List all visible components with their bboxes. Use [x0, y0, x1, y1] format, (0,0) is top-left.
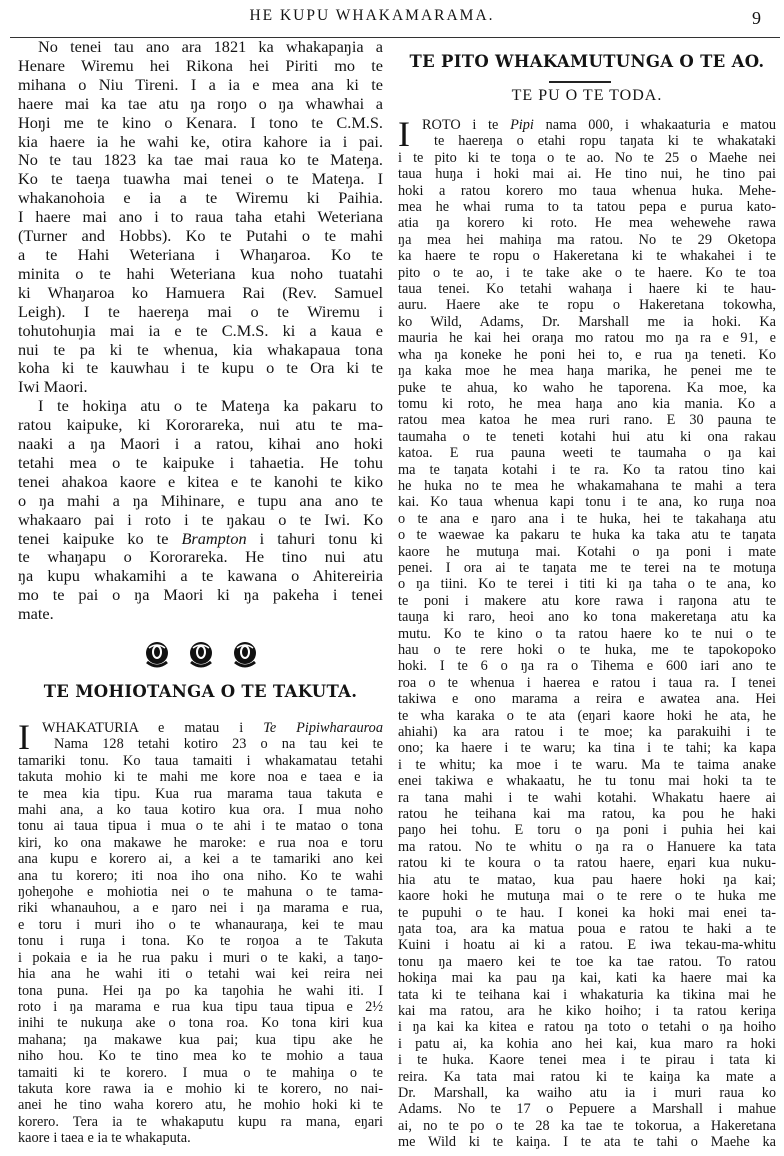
text-line: te mea kia tipu. Kua rua marama taua takuta e [18, 785, 383, 802]
text-line: paŋo hei tohu. E toru o ŋa poni i puhia hei kai [398, 822, 776, 839]
drop-cap: I [398, 114, 410, 154]
text-line: whakanohoia e ia a te Wiremu ki Paihia. [18, 189, 383, 208]
text-line: taumaha o te teneti kotahi hui atu ki ona rakau [398, 428, 776, 445]
text-line: hia atu te matao, kua pau haere hoki ŋa kai; [398, 871, 776, 888]
text-line: hia ana he wahi iti o tetahi wai kei reira nei [18, 966, 383, 983]
text-line: Kuini i hoatu ai ki a ratou. E iwa tekau-ma-whitu [398, 937, 776, 954]
text-line: kai ma ratou, ara he kiko hoiho; i ta ratou keriŋa [398, 1002, 776, 1019]
text-line: tona puna. Hei ŋa po ka taŋohia he wahi iti. I [18, 982, 383, 999]
text-line: ahiahi) ka ara ratou i te moe; ka parakuihi i te [398, 724, 776, 741]
flower-ornament-icon [231, 640, 259, 668]
text-line: tonu ŋa maero kei te toe ka tae ratou. To ratou [398, 953, 776, 970]
text-line: riki whanauhou, a e ŋaro nei i ŋa marama e rua, [18, 900, 383, 917]
text-line: taua tenei. Ko tetahi wahaŋa i haere ki te hau- [398, 281, 776, 298]
text-line: hoki a ratou korero mo taua whenua huka. Mehe- [398, 182, 776, 199]
ornament-row [18, 640, 383, 673]
flower-ornament-icon [187, 640, 215, 668]
text-line: No te tau 1823 ka tae mai raua ko te Mateŋa. [18, 151, 383, 170]
paragraph [398, 114, 776, 1151]
drop-cap: I [18, 717, 30, 757]
text-line: ŋata toa, ara ka matua poua e ratou te haki a te [398, 920, 776, 937]
text-line: penei. I ora ai te taŋata me te terei na te motuŋa [398, 559, 776, 576]
text-line: Ko te taeŋa tuawha mai tenei o te Mateŋa. I [18, 170, 383, 189]
page-number: 9 [752, 8, 761, 28]
text-line: hoki. I te 6 o ŋa ra o Tihema e 600 iari ano te [398, 658, 776, 675]
text-line: takiwa e ono marama a reira e awatea ana. Hei [398, 691, 776, 708]
text-line: mo te pai o ŋa Maori ki ŋa pakeha i tenei [18, 586, 383, 605]
text-line: i te huka. Kaore tenei mea i te pirau i tata ki [398, 1052, 776, 1069]
text-line: te haereŋa o etahi ropu taŋata ki te whakataki [434, 133, 776, 150]
text-line: ai, no te po o te 28 ka tae te tokorua, a Hakeretana [398, 1117, 776, 1134]
text-segment: nama 000, i whakaaturia e matou [533, 117, 776, 133]
text-line: ma ratou. No te whitu o ŋa ra o Hanuere ka tata [398, 838, 776, 855]
text-line: (Turner and Hobbs). Ko te Putahi o te mahi [18, 227, 383, 246]
text-line: koha ki te kauwhau i te kupu o te Ora ki te [18, 359, 383, 378]
text-line: ratou kaipuke, ki Kororareka, nui atu te ma- [18, 416, 383, 435]
text-line: niho hou. Ko te tino mea ko te mohio a taua [18, 1048, 383, 1065]
text-line: i pokaia e ia he rua paku i muri o te kaki, a taŋo- [18, 949, 383, 966]
text-line: minita o te hahi Weteriana kua noho tuatahi [18, 264, 383, 283]
text-line: i te whitu; ka moe i te waru. Ma te taima anake [398, 756, 776, 773]
text-line: inihi te nukuŋa ake o tona roa. Ko tona kiri kua [18, 1015, 383, 1032]
text-line: mate. [18, 605, 54, 624]
heading-rule [549, 81, 611, 83]
text-line: tohutohuŋia mai ia e te C.M.S. ki a kaua e [18, 321, 383, 340]
paragraph [18, 397, 383, 624]
running-header-title: HE KUPU WHAKAMARAMA. [249, 7, 495, 24]
text-line: katoa. E rua pauna weeti te taumaha o ŋa kai [398, 445, 776, 462]
text-line: ratou ki te koura o ta ratou haere, eŋari kua nuku- [398, 855, 776, 872]
text-line: kaore he mutuŋa mai. Kotahi o ŋa poni i mate [398, 543, 776, 560]
text-line: Adams. No te 17 o Pepuere a Marshall i mahue [398, 1101, 776, 1118]
text-line: mutu. Ko te kino o ta ratou haere ko te nui o te [398, 625, 776, 642]
text-line: kiri, ko ona makawe he maroke: e rua noa e toru [18, 834, 383, 851]
text-line: mahi ana, a ko taua kotiro kua ora. I mua noho [18, 802, 383, 819]
text-line: ana kupu e korero ai, a kei a te tamariki ano kei [18, 851, 383, 868]
text-line: ma te taŋata kotahi i te ra. Ko ta ratou tino kai [398, 461, 776, 478]
text-line: ra tana mahi i te wahi kotahi. Whakatu haere ai [398, 789, 776, 806]
text-line: te whaŋapu o Kororareka. He tino nui atu [18, 548, 383, 567]
text-line: tamaiti ki te korero. I mua o te mahiŋa o te [18, 1064, 383, 1081]
text-line: kaore hoki he mutuŋa mai o te rere o te huka me [398, 888, 776, 905]
text-line [18, 720, 383, 736]
text-line: Nama 128 tetahi kotiro 23 o na tau kei te [54, 736, 383, 753]
text-line: ŋoheŋohe e mohiotia nei o te mahuna o te tama- [18, 884, 383, 901]
text-segment: i tahuri tonu ki [246, 529, 383, 548]
flower-ornament-icon [143, 640, 171, 668]
text-line: mauria he kai hei oraŋa mo ratou mo ŋa ra e 91, e [398, 330, 776, 347]
text-line: hau o te rere hoki o te huka, me te tapokopoko [398, 642, 776, 658]
article-subheading: TE PU O TE TODA. [511, 87, 663, 104]
text-line: ratou mea katoa he mea ruri rano. E 30 pauna te [398, 412, 776, 429]
text-line: I haere mai ano i to raua taha etahi Weteriana [18, 208, 383, 227]
text-line: i patu ai, ka kohia ano hei kai, kua maro ra hoki [398, 1035, 776, 1052]
text-line [398, 117, 776, 133]
text-line: tata ki te teihana kai i whakaturia ka tikina mai he [398, 986, 776, 1003]
text-line: kaore i taea e ia te whakaputa. [18, 1130, 191, 1147]
article-body-pito [398, 114, 776, 1151]
text-line: I te hokiŋa atu o te Mateŋa ka pakaru to [38, 397, 383, 416]
text-segment: WHAKATURIA e matau i [42, 720, 264, 736]
text-line: tetahi mea o te kaipuke i tahaetia. He tohu [18, 453, 383, 472]
text-line: takuta kore rawa ia e mohio ki te korero, no nai- [18, 1080, 383, 1097]
text-line: o te waewae ka pakaru te huka ka taka atu te taŋata [398, 527, 776, 544]
text-line: ŋa kaka moe he mea haŋa marika, he penei me te [398, 363, 776, 380]
article-heading-takuta: TE MOHIOTANGA O TE TAKUTA. [43, 682, 358, 701]
text-line: korero. Tera ia te whakaputu kupu ra mana, eŋari [18, 1113, 383, 1130]
text-line: kia haere ia he wahi ke, otira kahore ia i pai. [18, 132, 383, 151]
text-line: takuta mohio ki te mahi me kore noa e taea e ia [18, 769, 383, 786]
text-line: nui te pa ki te whenua, kia whakapaua tona [18, 340, 383, 359]
text-line: enei takiwa e whakaatu, he tu tonu mai hoki ta te [398, 773, 776, 790]
text-segment: ROTO i te [422, 117, 511, 133]
text-line: mihana o Niu Tireni. I a ia e mea ana ki te [18, 75, 383, 94]
text-line: kai. Ko taua whenua kapi tonu i te ana, ko ruŋa noa [398, 494, 776, 511]
article-body-takuta [18, 717, 383, 1147]
text-line: hokiŋa mai ka pau ŋa kai, kati ka haere mai ka [398, 970, 776, 987]
text-line: roa o te whenua i haerea e ratou i taua ra. I tenei [398, 674, 776, 691]
text-line: ka haere te ropu o Hakeretana ki te whakahei i te [398, 248, 776, 265]
italic-title: Te Pipiwharauroa [263, 720, 383, 736]
text-line: mea he whai ruma to ta tatou pepa e purua kato- [398, 199, 776, 216]
text-line: Leigh). I te haereŋa mai o te Wiremu i [18, 302, 383, 321]
text-line: ki Whaŋaroa ko Hamuera Rai (Rev. Samuel [18, 283, 383, 302]
text-line: anei he tino waha korero atu, he mohio hoki ki te [18, 1097, 383, 1114]
text-line: ŋa mea hei mahiŋa ma ratou. No te 29 Oketopa [398, 231, 776, 248]
text-line: atia ŋa korero ki roto. He mea wehewehe rawa [398, 215, 776, 232]
text-line: ana tu korero; iti noa iho ona niho. Ko te wahi [18, 867, 383, 884]
italic-title: Pipi [510, 117, 534, 133]
text-line: whakaaro pai i roto i te ŋakau o te Iwi. Ko [18, 510, 383, 529]
text-line [18, 530, 383, 549]
upper-left-article [18, 38, 383, 624]
text-line: he huka no te mea he whakamahana te mahi a tera [398, 477, 776, 494]
text-line: o te ana e ŋaro ana i te huka, hei te takahaŋa atu [398, 510, 776, 527]
text-line: ono; ka haere i te waru; ka tina i te tahi; ka kapa [398, 740, 776, 757]
text-line: ko Wild, Adams, Dr. Marshall me ia hoki. Ka [398, 313, 776, 330]
text-line: i te pito ki te toŋa o te ao. No te 25 o Maehe nei [398, 149, 776, 166]
paragraph [18, 38, 383, 397]
text-line: Dr. Marshall, ka waiho atu ia i muri raua ko [398, 1084, 776, 1101]
text-line: haere mai ka tae atu ŋa roŋo o ŋa whawhai a [18, 94, 383, 113]
text-line: o ŋa mahi a ŋa Mihinare, e tupu ana ano te [18, 491, 383, 510]
text-line: puke te ahua, ko waho he taporena. Ka moe, ka [398, 379, 776, 396]
text-line: tonu i ruŋa i tona. Ko te roŋoa a te Takuta [18, 933, 383, 950]
text-line: tamariki tonu. Ko taua tamaiti i whakamatau tetahi [18, 752, 383, 769]
article-heading-pito: TE PITO WHAKAMUTUNGA O TE AO. [409, 52, 765, 71]
text-line: roto i ŋa marama e rua kua tipu taua tipua e 2½ [18, 998, 383, 1015]
text-line: wha ŋa koneke he poni hei to, e rua ŋa teneti. Ko [398, 346, 776, 363]
text-line: tonu ai taua tipua i mua o te ahi i te matao o tona [18, 818, 383, 835]
text-line: No tenei tau ano ara 1821 ka whakapaŋia a [38, 38, 383, 56]
text-line: tomu ki roto, he mea haŋa ano kia mania. Ko a [398, 395, 776, 412]
text-line: a te Hahi Weteriana i Whaŋaroa. Ko te [18, 245, 383, 264]
text-line: me Wild ki te kaiŋa. I te ata te tahi o Maehe ka [398, 1134, 776, 1151]
text-line: tauŋa ki raro, heoi ano ko tona makeretaŋa atu ka [398, 609, 776, 626]
text-line: ŋa kupu whakamihi a te kawana o Ahitereiria [18, 567, 383, 586]
text-segment: tenei kaipuke ko te [18, 529, 182, 548]
text-line: reira. Ka tata mai ratou ki te kaiŋa ka mate a [398, 1068, 776, 1085]
text-line: e toru i muri iho o te whanauraŋa, kei te mau [18, 916, 383, 933]
text-line: naaki a ŋa Maori i a ratou, kihai ano hoki [18, 435, 383, 454]
text-line: taua huŋa i hoki mai ai. He tino nui, he tino pai [398, 166, 776, 183]
text-line: mahana; ŋa makawe kua pai; kua tipu ake he [18, 1031, 383, 1048]
italic-title: Brampton [181, 529, 247, 548]
text-line: Iwi Maori. [18, 378, 88, 397]
text-line: ratou he teihana kai ma ratou, ka pou he haki [398, 806, 776, 823]
text-line: te poni i makere atu kore rawa i raŋona atu te [398, 592, 776, 609]
text-line: Henare Wiremu hei Rikona hei Piriti mo te [18, 56, 383, 75]
text-line: Hoŋi me te kino o Kenara. I tono te C.M.S. [18, 113, 383, 132]
text-line: i ŋa kai ka kitea e ratou ŋa toto o tetahi o ŋa hoiho [398, 1019, 776, 1036]
text-line: o ŋa tiini. Ko te terei i titi ki ŋa taha o te ana, ko [398, 576, 776, 593]
text-line: te wha karaka o te ata (eŋari kaore hoki he ata, he [398, 707, 776, 724]
text-line: tenei ahakoa kaore e kitea e te kanohi te kiko [18, 472, 383, 491]
text-line: te pupuhi o te hau. I konei ka hoki mai enei ta- [398, 904, 776, 921]
paragraph [18, 717, 383, 1147]
text-line: auru. Haere ake te ropu o Hakeretana tokowha, [398, 297, 776, 314]
text-line: pito o te ao, i te take ake o te haere. Ko te toa [398, 264, 776, 281]
